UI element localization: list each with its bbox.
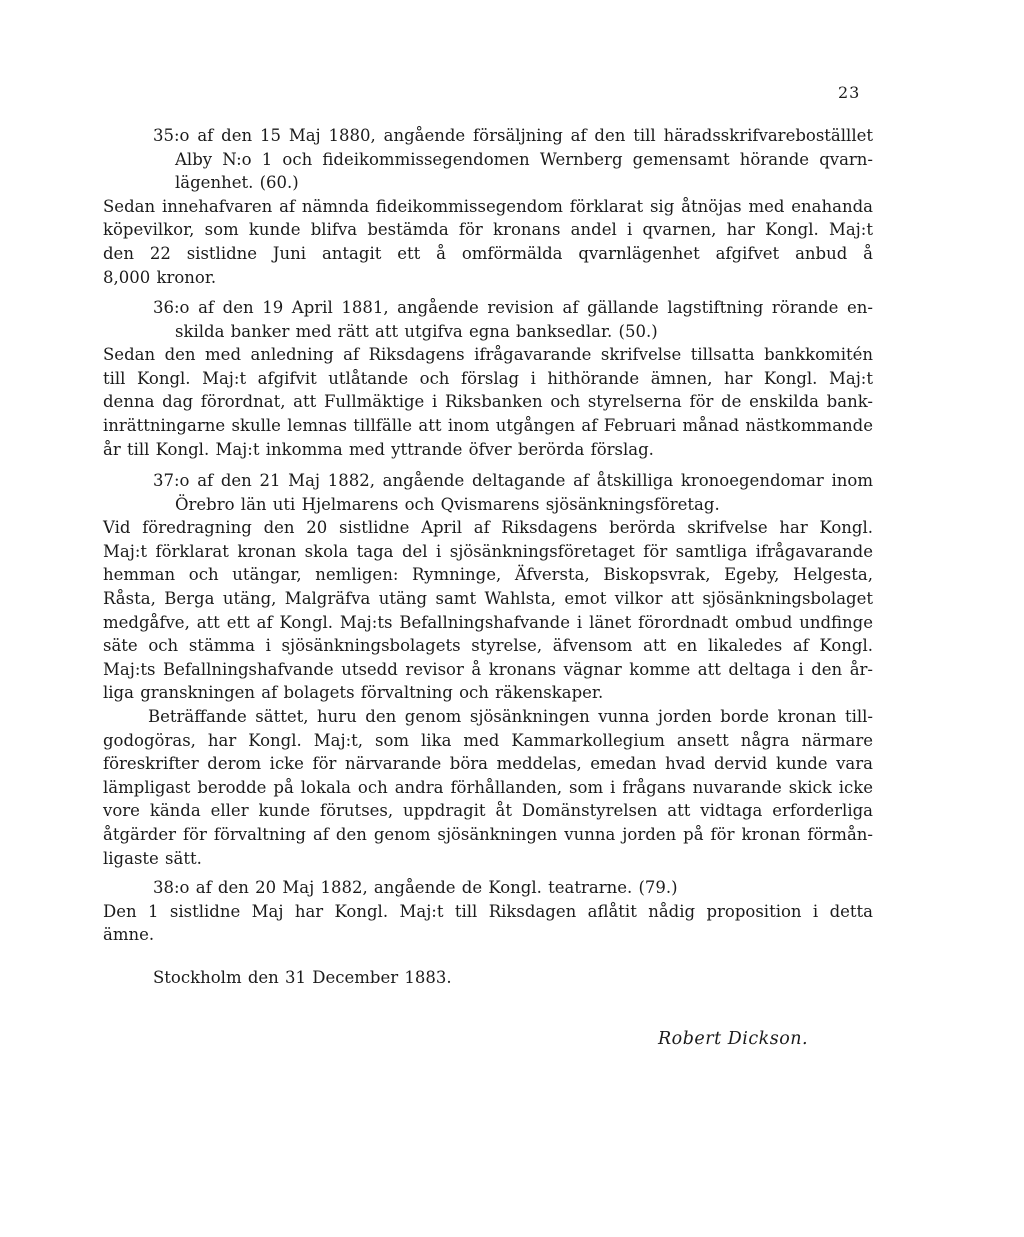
section-37	[103, 469, 873, 870]
section-35-heading-line: Alby N:o 1 och fideikommissegendomen Wernberg gemensamt hörande qvarn-	[175, 149, 873, 169]
section-37-body-line: föreskrifter derom icke för närvarande böra meddelas, emedan hvad dervid kunde vara	[103, 754, 873, 774]
section-35-body-line: den 22 sistlidne Juni antagit ett å omförmälda qvarnlägenhet afgifvet anbud å	[103, 243, 873, 263]
section-37-body-line: vore kända eller kunde förutses, uppdragit åt Domänstyrelsen att vidtaga erforderliga	[103, 801, 873, 821]
section-37-body-line: Vid föredragning den 20 sistlidne April af Riksdagens berörda skrifvelse har Kongl.	[103, 518, 873, 538]
section-36-body-line: till Kongl. Maj:t afgifvit utlåtande och förslag i hithörande ämnen, har Kongl. Maj:t	[103, 368, 873, 388]
section-37-body-line: lämpligast berodde på lokala och andra förhållanden, som i frågans nuvarande skick icke	[103, 777, 873, 797]
section-37-body-line: Beträffande sättet, huru den genom sjösänkningen vunna jorden borde kronan till-	[148, 706, 873, 726]
section-36-body-line: inrättningarne skulle lemnas tillfälle att inom utgången af Februari månad nästkommande	[103, 415, 873, 435]
section-36-body-line: år till Kongl. Maj:t inkomma med yttrande öfver berörda förslag.	[103, 439, 654, 459]
section-36-heading-line: 36:o af den 19 April 1881, angående revision af gällande lagstiftning rörande en-	[153, 298, 873, 317]
section-35-heading-line: 35:o af den 15 Maj 1880, angående försäljning af den till häradsskrifvareboställlet	[153, 126, 873, 145]
section-37-heading-line: Örebro län uti Hjelmarens och Qvismarens sjösänkningsföretag.	[175, 494, 720, 514]
section-36-body-line: denna dag förordnat, att Fullmäktige i Riksbanken och styrelserna för de enskilda bank-	[103, 392, 873, 412]
signature: Robert Dickson.	[658, 1029, 809, 1049]
section-36-heading-line: skilda banker med rätt att utgifva egna banksedlar. (50.)	[175, 321, 658, 341]
place-date: Stockholm den 31 December 1883.	[153, 968, 452, 987]
section-36-body-line: Sedan den med anledning af Riksdagens ifrågavarande skrifvelse tillsatta bankkomitén	[103, 345, 873, 365]
section-38-heading-line: 38:o af den 20 Maj 1882, angående de Kongl. teatrarne. (79.)	[153, 878, 678, 897]
section-38-body-line: Den 1 sistlidne Maj har Kongl. Maj:t till Riksdagen aflåtit nådig proposition i detta	[103, 901, 873, 921]
section-37-body-line: hemman och utängar, nemligen: Rymninge, Äfversta, Biskopsvrak, Egeby, Helgesta,	[103, 565, 873, 585]
section-35-body-line: Sedan innehafvaren af nämnda fideikommissegendom förklarat sig åtnöjas med enahanda	[103, 196, 873, 216]
section-37-body-line: åtgärder för förvaltning af den genom sjösänkningen vunna jorden på för kronan förmån-	[103, 824, 873, 844]
section-35-heading-line: lägenhet. (60.)	[175, 173, 299, 193]
section-37-body-line: Råsta, Berga utäng, Malgräfva utäng samt Wahlsta, emot vilkor att sjösänkningsbolaget	[103, 588, 873, 608]
section-38-body-line: ämne.	[103, 925, 155, 945]
section-37-body-line: Maj:t förklarat kronan skola taga del i sjösänkningsföretaget för samtliga ifrågavarande	[103, 541, 873, 561]
section-38	[103, 876, 873, 947]
section-37-body-line: liga granskningen af bolagets förvaltning och räkenskaper.	[103, 683, 604, 703]
section-37-body-line: medgåfve, att ett af Kongl. Maj:ts Befallningshafvande i länet förordnadt ombud undfinge	[103, 612, 873, 632]
section-37-body-line: godogöras, har Kongl. Maj:t, som lika med Kammarkollegium ansett några närmare	[103, 730, 873, 750]
section-37-heading-line: 37:o af den 21 Maj 1882, angående deltagande af åtskilliga kronoegendomar inom	[153, 471, 873, 490]
section-35-body-line: köpevilkor, som kunde blifva bestämda för kronans andel i qvarnen, har Kongl. Maj:t	[103, 220, 873, 240]
section-35	[103, 124, 873, 289]
section-35-body-line: 8,000 kronor.	[103, 267, 217, 287]
section-37-body-line: Maj:ts Befallningshafvande utsedd revisor å kronans vägnar komme att deltaga i den år-	[103, 659, 873, 679]
page-number: 23	[838, 83, 861, 102]
section-37-body-line: ligaste sätt.	[103, 848, 202, 868]
section-37-body-line: säte och stämma i sjösänkningsbolagets styrelse, äfvensom att en likaledes af Kongl.	[103, 636, 873, 656]
section-36	[103, 296, 873, 461]
